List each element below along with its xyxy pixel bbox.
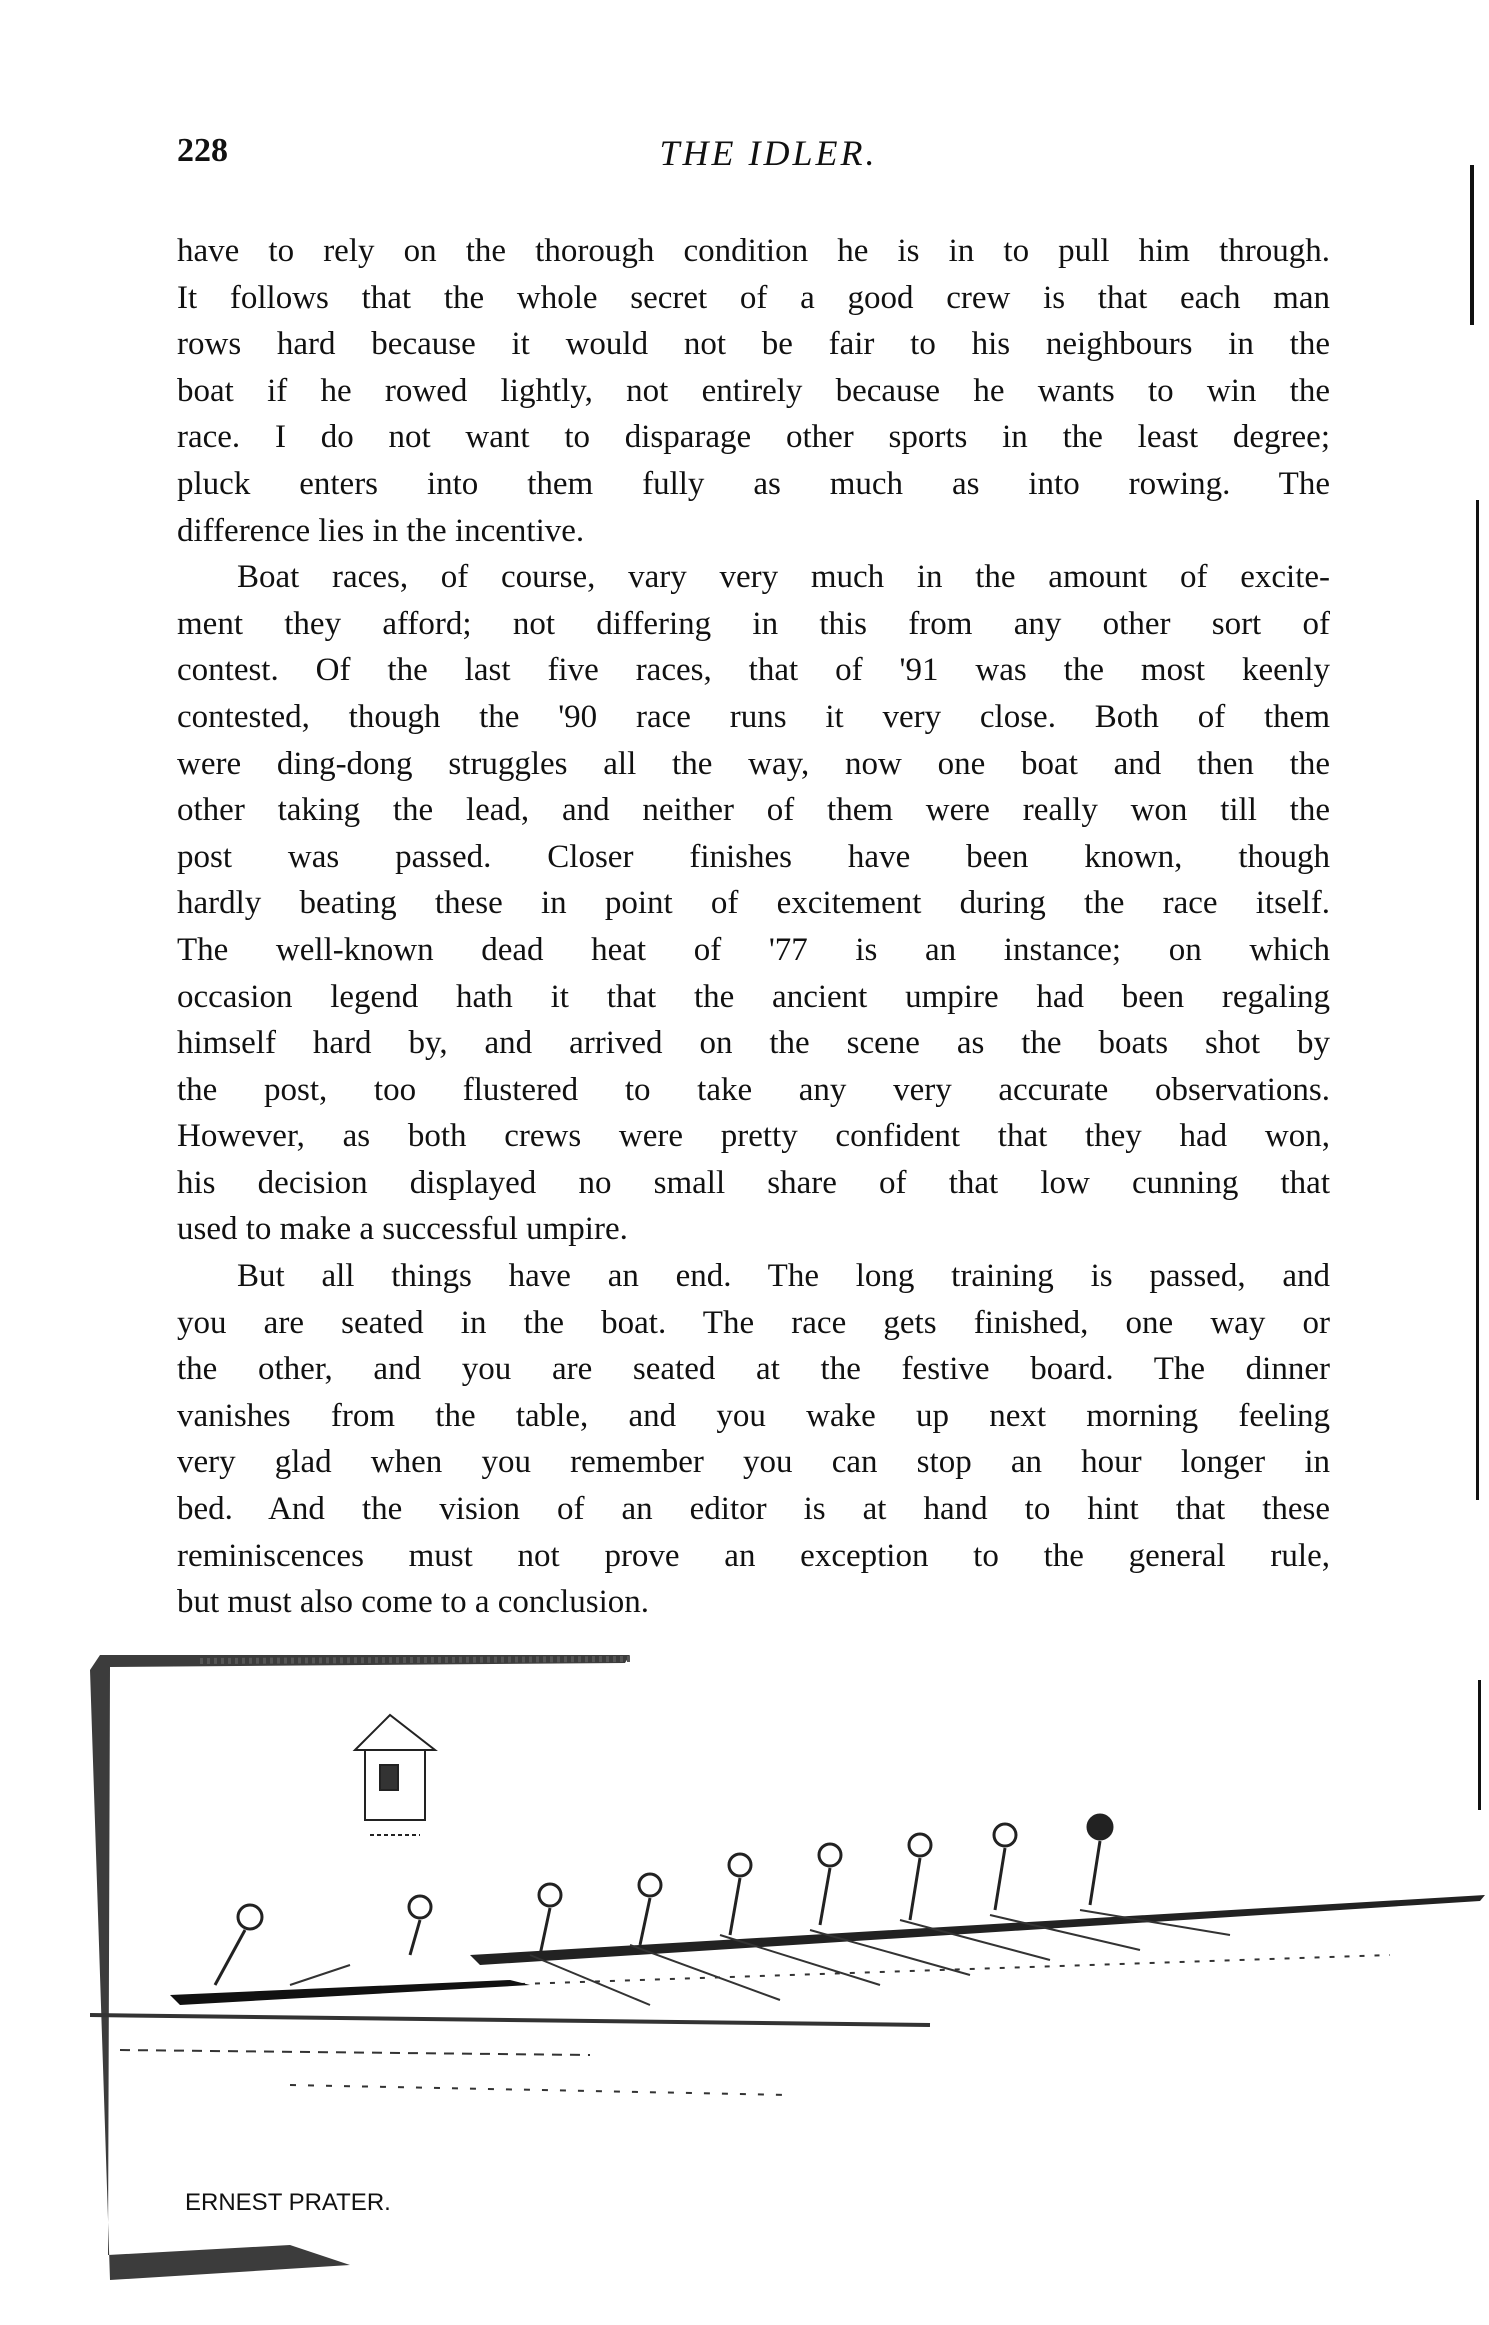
text-line: It follows that the whole secret of a good crew is that each man (177, 279, 1330, 316)
text-line: contested, though the '90 race runs it very close. Both of them (177, 698, 1330, 735)
text-line: vanishes from the table, and you wake up next morning feeling (177, 1397, 1330, 1434)
text-line: Boat races, of course, vary very much in the amount of excite- (237, 559, 1330, 596)
scan-edge-mark (1478, 1680, 1481, 1810)
scan-edge-mark (1476, 500, 1479, 1500)
rowers (215, 1815, 1112, 1985)
text-line: However, as both crews were pretty confident that they had won, (177, 1118, 1330, 1155)
text-line: ment they afford; not differing in this from any other sort of (177, 605, 1330, 642)
running-title: THE IDLER. (659, 133, 878, 173)
text-line: used to make a successful umpire. (177, 1211, 628, 1248)
text-line: The well-known dead heat of '77 is an instance; on which (177, 931, 1330, 968)
text-line: but must also come to a conclusion. (177, 1584, 650, 1621)
text-line: bed. And the vision of an editor is at hand to hint that these (177, 1491, 1330, 1528)
rowing-illustration (90, 1655, 1489, 2285)
racing-shell (470, 1895, 1485, 1965)
page-header (177, 132, 1330, 182)
text-line: himself hard by, and arrived on the scene as the boats shot by (177, 1025, 1330, 1062)
text-line: race. I do not want to disparage other sports in the least degree; (177, 419, 1330, 456)
text-line: you are seated in the boat. The race gets finished, one way or (177, 1304, 1330, 1341)
text-line: reminiscences must not prove an exception to the general rule, (177, 1537, 1330, 1574)
artist-signature: ERNEST PRATER. (185, 2189, 391, 2216)
text-line: have to rely on the thorough condition he is in to pull him through. (177, 233, 1330, 269)
coxed-boat (170, 1980, 530, 2005)
text-line: the post, too flustered to take any very accurate observations. (177, 1071, 1330, 1108)
rowing-crew-drawing (90, 1655, 1489, 2285)
text-line: the other, and you are seated at the festive board. The dinner (177, 1351, 1330, 1388)
boathouse (355, 1715, 435, 1835)
text-line: But all things have an end. The long training is passed, and (237, 1258, 1330, 1295)
text-line: difference lies in the incentive. (177, 512, 585, 549)
water (90, 1955, 1390, 2095)
text-line: occasion legend hath it that the ancient umpire had been regaling (177, 978, 1330, 1015)
text-line: pluck enters into them fully as much as into rowing. The (177, 465, 1330, 502)
text-line: rows hard because it would not be fair to his neighbours in the (177, 326, 1330, 363)
scan-edge-mark (1470, 165, 1474, 325)
text-line: other taking the lead, and neither of them were really won till the (177, 792, 1330, 829)
text-line: were ding-dong struggles all the way, now one boat and then the (177, 745, 1330, 782)
article-body (177, 228, 1330, 1626)
text-line: hardly beating these in point of excitement during the race itself. (177, 885, 1330, 922)
text-line: his decision displayed no small share of that low cunning that (177, 1164, 1330, 1201)
page-number: 228 (177, 132, 228, 169)
text-line: very glad when you remember you can stop an hour longer in (177, 1444, 1330, 1481)
text-line: post was passed. Closer finishes have been known, though (177, 838, 1330, 875)
text-line: contest. Of the last five races, that of '91 was the most keenly (177, 652, 1330, 689)
text-line: boat if he rowed lightly, not entirely because he wants to win the (177, 372, 1330, 409)
frame-border (90, 1655, 630, 2280)
